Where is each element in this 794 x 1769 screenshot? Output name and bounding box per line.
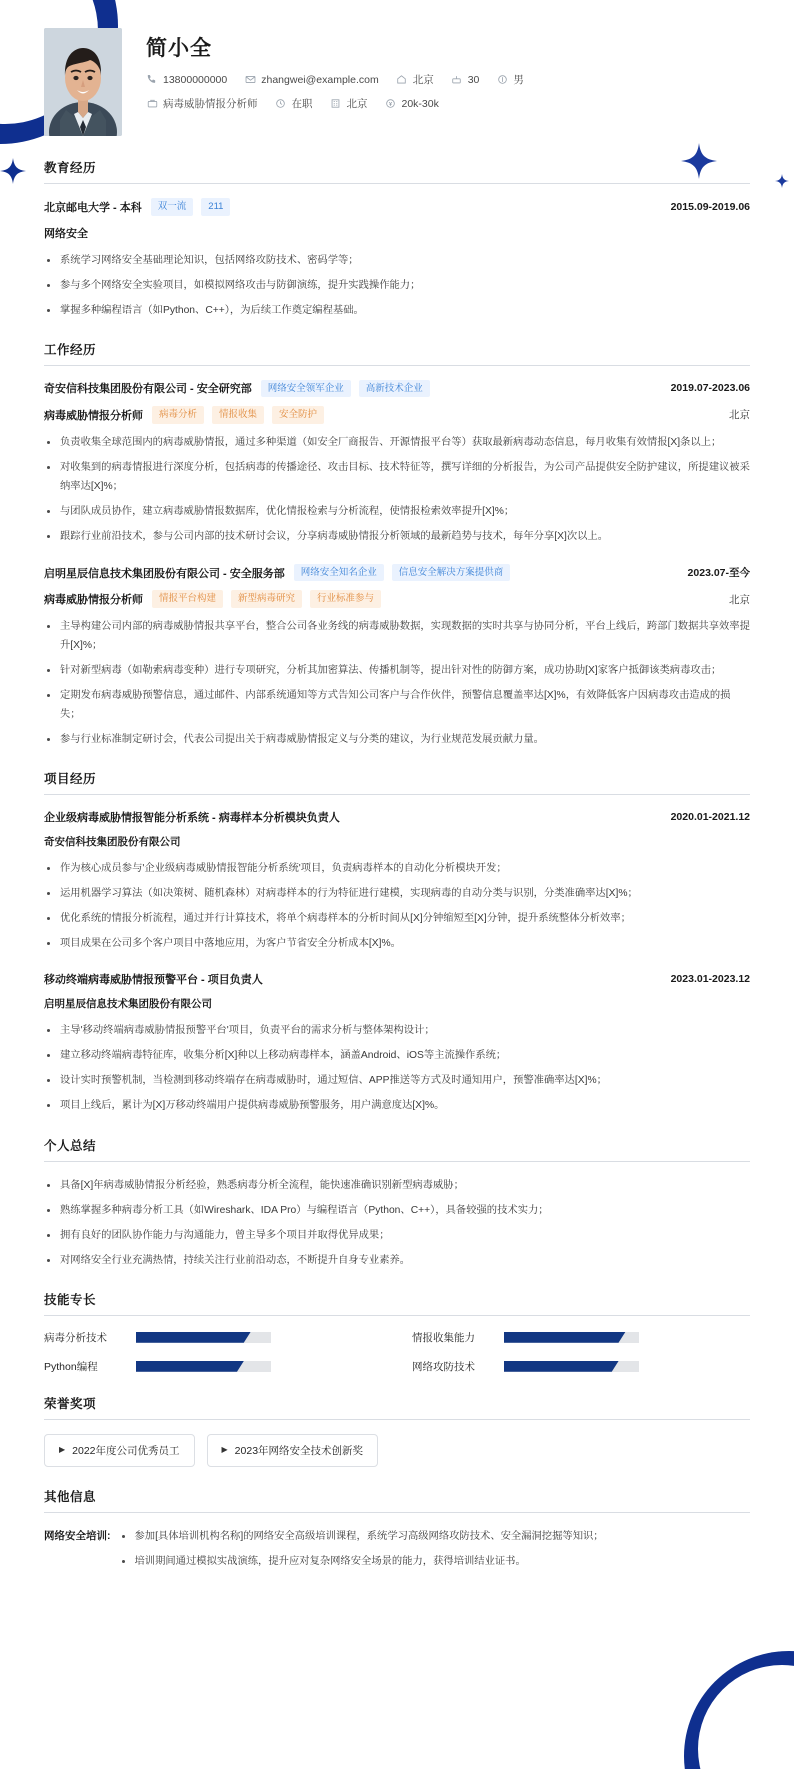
summary-bullets (44, 1176, 750, 1270)
skills-grid (44, 1330, 750, 1374)
work-location: 北京 (729, 593, 750, 606)
list-item: 项目成果在公司多个客户项目中落地应用，为客户节省安全分析成本[X]%。 (44, 934, 750, 953)
project-name: 企业级病毒威胁情报智能分析系统 - 病毒样本分析模块负责人 (44, 812, 340, 825)
work-entry-header (44, 564, 750, 582)
list-item: 熟练掌握多种病毒分析工具（如Wireshark、IDA Pro）与编程语言（Python、C++），具备较强的技术实力； (44, 1201, 750, 1220)
work-company-tag: 网络安全知名企业 (294, 564, 384, 582)
list-item: 建立移动终端病毒特征库，收集分析[X]种以上移动病毒样本，涵盖Android、iOS等主流操作系统； (44, 1046, 750, 1065)
work-role-left (44, 406, 332, 424)
skill-label: 情报收集能力 (412, 1331, 475, 1344)
meta-work-city-text: 北京 (346, 98, 368, 110)
project-company: 奇安信科技集团股份有限公司 (44, 836, 181, 849)
section-title-projects: 项目经历 (44, 769, 750, 795)
work-entry (44, 564, 750, 749)
skill-label: Python编程 (44, 1360, 98, 1373)
work-date: 2019.07-2023.06 (670, 382, 750, 395)
award-item[interactable] (207, 1434, 379, 1467)
status-icon (275, 98, 287, 110)
list-item: 具备[X]年病毒威胁情报分析经验，熟悉病毒分析全流程，能快速准确识别新型病毒威胁； (44, 1176, 750, 1195)
meta-job-title-text: 病毒威胁情报分析师 (163, 98, 258, 110)
contact-meta-row-1 (146, 72, 754, 87)
education-entry-left (44, 198, 238, 216)
list-item: 与团队成员协作，建立病毒威胁情报数据库，优化情报检索与分析流程，使情报检索效率提升[X]%； (44, 502, 750, 521)
list-item: 运用机器学习算法（如决策树、随机森林）对病毒样本的行为特征进行建模，实现病毒的自动分类与识别，分类准确率达[X]%； (44, 884, 750, 903)
project-entry (44, 809, 750, 953)
meta-phone (146, 74, 227, 86)
skill-progress-fill (136, 1361, 244, 1372)
list-item: 设计实时预警机制，当检测到移动终端存在病毒威胁时，通过短信、APP推送等方式及时通知用户，预警准确率达[X]%； (44, 1071, 750, 1090)
other-bullets (119, 1527, 751, 1571)
work-role-tag: 情报平台构建 (152, 590, 223, 608)
meta-status (275, 96, 313, 111)
work-company-tag: 信息安全解决方案提供商 (392, 564, 511, 582)
list-item: 定期发布病毒威胁预警信息，通过邮件、内部系统通知等方式告知公司客户与合作伙伴，预警信息覆盖率达[X]%，有效降低客户因病毒攻击造成的损失； (44, 686, 750, 724)
home-icon (396, 74, 408, 86)
list-item: 主导构建公司内部的病毒威胁情报共享平台，整合公司各业务线的病毒威胁数据，实现数据的实时共享与协同分析，平台上线后，跨部门数据共享效率提升[X]%； (44, 617, 750, 655)
skill-progress-track (136, 1361, 271, 1372)
list-item: 拥有良好的团队协作能力与沟通能力，曾主导多个项目并取得优异成果； (44, 1226, 750, 1245)
meta-age-text: 30 (467, 73, 480, 86)
meta-age (451, 74, 480, 86)
work-company-tag: 网络安全领军企业 (261, 380, 351, 398)
section-projects (44, 769, 750, 1115)
skill-item (44, 1359, 382, 1374)
award-label: 2022年度公司优秀员工 (72, 1444, 180, 1457)
work-date: 2023.07-至今 (687, 567, 750, 580)
list-item: 培训期间通过模拟实战演练，提升应对复杂网络安全场景的能力，获得培训结业证书。 (119, 1552, 751, 1571)
list-item: 参加[具体培训机构名称]的网络安全高级培训课程，系统学习高级网络攻防技术、安全漏洞挖掘等知识； (119, 1527, 751, 1546)
meta-work-city (330, 96, 368, 111)
work-entry-company-line (44, 564, 518, 582)
other-info-row (44, 1527, 750, 1571)
work-entry-role-line (44, 590, 750, 608)
education-tag: 211 (201, 198, 230, 216)
work-company: 奇安信科技集团股份有限公司 - 安全研究部 (44, 383, 252, 396)
education-school: 北京邮电大学 - 本科 (44, 201, 142, 214)
meta-job-title (146, 96, 258, 111)
salary-icon (385, 98, 397, 110)
section-work (44, 340, 750, 750)
resume-body (0, 136, 794, 1631)
list-item: 参与多个网络安全实验项目，如模拟网络攻击与防御演练，提升实践操作能力； (44, 276, 750, 295)
skill-label: 病毒分析技术 (44, 1331, 107, 1344)
education-date: 2015.09-2019.06 (670, 200, 750, 213)
work-role-tag: 新型病毒研究 (231, 590, 302, 608)
project-entry-header (44, 971, 750, 987)
award-label: 2023年网络安全技术创新奖 (234, 1444, 364, 1457)
work-entry-header (44, 380, 750, 398)
gender-icon (496, 74, 508, 86)
work-entry-company-line (44, 380, 438, 398)
play-triangle-icon: ▶ (59, 1445, 66, 1455)
work-location: 北京 (729, 409, 750, 422)
list-item: 主导'移动终端病毒威胁情报预警平台'项目，负责平台的需求分析与整体架构设计； (44, 1021, 750, 1040)
meta-phone-text: 13800000000 (163, 73, 228, 86)
list-item: 负责收集全球范围内的病毒威胁情报，通过多种渠道（如安全厂商报告、开源情报平台等）获取最新病毒动态信息，每月收集有效情报[X]条以上； (44, 433, 750, 452)
list-item: 对收集到的病毒情报进行深度分析，包括病毒的传播途径、攻击目标、技术特征等，撰写详细的分析报告，为公司产品提供安全防护建议，所提建议被采纳率达[X]%； (44, 458, 750, 496)
phone-icon (146, 74, 158, 86)
mail-icon (244, 74, 256, 86)
section-title-awards: 荣誉奖项 (44, 1394, 750, 1420)
list-item: 系统学习网络安全基础理论知识，包括网络攻防技术、密码学等； (44, 251, 750, 270)
other-info-label: 网络安全培训: (44, 1529, 111, 1542)
awards-list (44, 1434, 750, 1467)
skill-progress-fill (136, 1332, 251, 1343)
list-item: 跟踪行业前沿技术，参与公司内部的技术研讨会议，分享病毒威胁情报分析领域的最新趋势与技术，每年分享[X]次以上。 (44, 527, 750, 546)
work-company-tag: 高新技术企业 (359, 380, 430, 398)
list-item: 项目上线后，累计为[X]万移动终端用户提供病毒威胁预警服务，用户满意度达[X]%。 (44, 1096, 750, 1115)
meta-status-text: 在职 (291, 98, 313, 110)
project-bullets (44, 859, 750, 953)
cake-icon (451, 74, 463, 86)
project-date: 2020.01-2021.12 (670, 811, 750, 824)
skill-progress-fill (504, 1361, 619, 1372)
meta-email (244, 74, 378, 86)
section-title-other: 其他信息 (44, 1487, 750, 1513)
skill-item (412, 1330, 750, 1345)
briefcase-icon (146, 98, 158, 110)
work-role-tag: 情报收集 (212, 406, 264, 424)
list-item: 对网络安全行业充满热情，持续关注行业前沿动态，不断提升自身专业素养。 (44, 1251, 750, 1270)
list-item: 掌握多种编程语言（如Python、C++），为后续工作奠定编程基础。 (44, 301, 750, 320)
section-title-work: 工作经历 (44, 340, 750, 366)
contact-meta-row-2 (146, 96, 754, 111)
project-entry (44, 971, 750, 1115)
list-item: 参与行业标准制定研讨会，代表公司提出关于病毒威胁情报定义与分类的建议，为行业规范发展贡献力量。 (44, 730, 750, 749)
other-info-body (119, 1527, 751, 1571)
work-role: 病毒威胁情报分析师 (44, 594, 143, 607)
play-triangle-icon: ▶ (221, 1445, 228, 1455)
building-icon (330, 98, 342, 110)
work-entry-role-line (44, 406, 750, 424)
work-role-tag: 安全防护 (272, 406, 324, 424)
meta-gender-text: 男 (513, 74, 524, 86)
education-entry-header (44, 198, 750, 216)
page-title: 简小全 (146, 37, 212, 60)
work-company: 启明星辰信息技术集团股份有限公司 - 安全服务部 (44, 567, 285, 580)
meta-salary-text: 20k-30k (401, 97, 439, 110)
meta-salary (385, 98, 439, 110)
project-company: 启明星辰信息技术集团股份有限公司 (44, 998, 212, 1011)
resume-header (0, 0, 794, 136)
education-major: 网络安全 (44, 227, 88, 240)
meta-gender (496, 72, 524, 87)
header-info (122, 28, 754, 120)
section-title-summary: 个人总结 (44, 1136, 750, 1162)
section-education (44, 158, 750, 320)
section-title-education: 教育经历 (44, 158, 750, 184)
work-bullets (44, 433, 750, 546)
meta-email-text: zhangwei@example.com (261, 73, 379, 86)
list-item: 针对新型病毒（如勒索病毒变种）进行专项研究，分析其加密算法、传播机制等，提出针对性的防御方案，成功协助[X]家客户抵御该类病毒攻击； (44, 661, 750, 680)
list-item: 作为核心成员参与'企业级病毒威胁情报智能分析系统'项目，负责病毒样本的自动化分析模块开发； (44, 859, 750, 878)
skill-progress-fill (504, 1332, 626, 1343)
education-entry (44, 198, 750, 320)
section-other (44, 1487, 750, 1571)
skill-item (44, 1330, 382, 1345)
work-role-tag: 行业标准参与 (310, 590, 381, 608)
section-summary (44, 1136, 750, 1270)
skill-progress-track (504, 1361, 639, 1372)
project-date: 2023.01-2023.12 (670, 973, 750, 986)
project-name: 移动终端病毒威胁情报预警平台 - 项目负责人 (44, 974, 263, 987)
section-title-skills: 技能专长 (44, 1290, 750, 1316)
section-skills (44, 1290, 750, 1374)
project-entry-header (44, 809, 750, 825)
decor-bottom-right-inner (698, 1665, 794, 1769)
list-item: 优化系统的情报分析流程，通过并行计算技术，将单个病毒样本的分析时间从[X]分钟缩短至[X]分钟，提升系统整体分析效率； (44, 909, 750, 928)
meta-city (396, 72, 434, 87)
avatar (44, 28, 122, 136)
skill-progress-track (136, 1332, 271, 1343)
education-bullets (44, 251, 750, 320)
award-item[interactable] (44, 1434, 195, 1467)
section-awards (44, 1394, 750, 1467)
work-role-left (44, 590, 389, 608)
work-bullets (44, 617, 750, 749)
education-tag: 双一流 (151, 198, 194, 216)
project-bullets (44, 1021, 750, 1115)
skill-item (412, 1359, 750, 1374)
work-role: 病毒威胁情报分析师 (44, 409, 143, 422)
skill-progress-track (504, 1332, 639, 1343)
avatar-photo (44, 28, 122, 136)
work-entry (44, 380, 750, 546)
skill-label: 网络攻防技术 (412, 1360, 475, 1373)
work-role-tag: 病毒分析 (152, 406, 204, 424)
meta-city-text: 北京 (412, 74, 434, 86)
